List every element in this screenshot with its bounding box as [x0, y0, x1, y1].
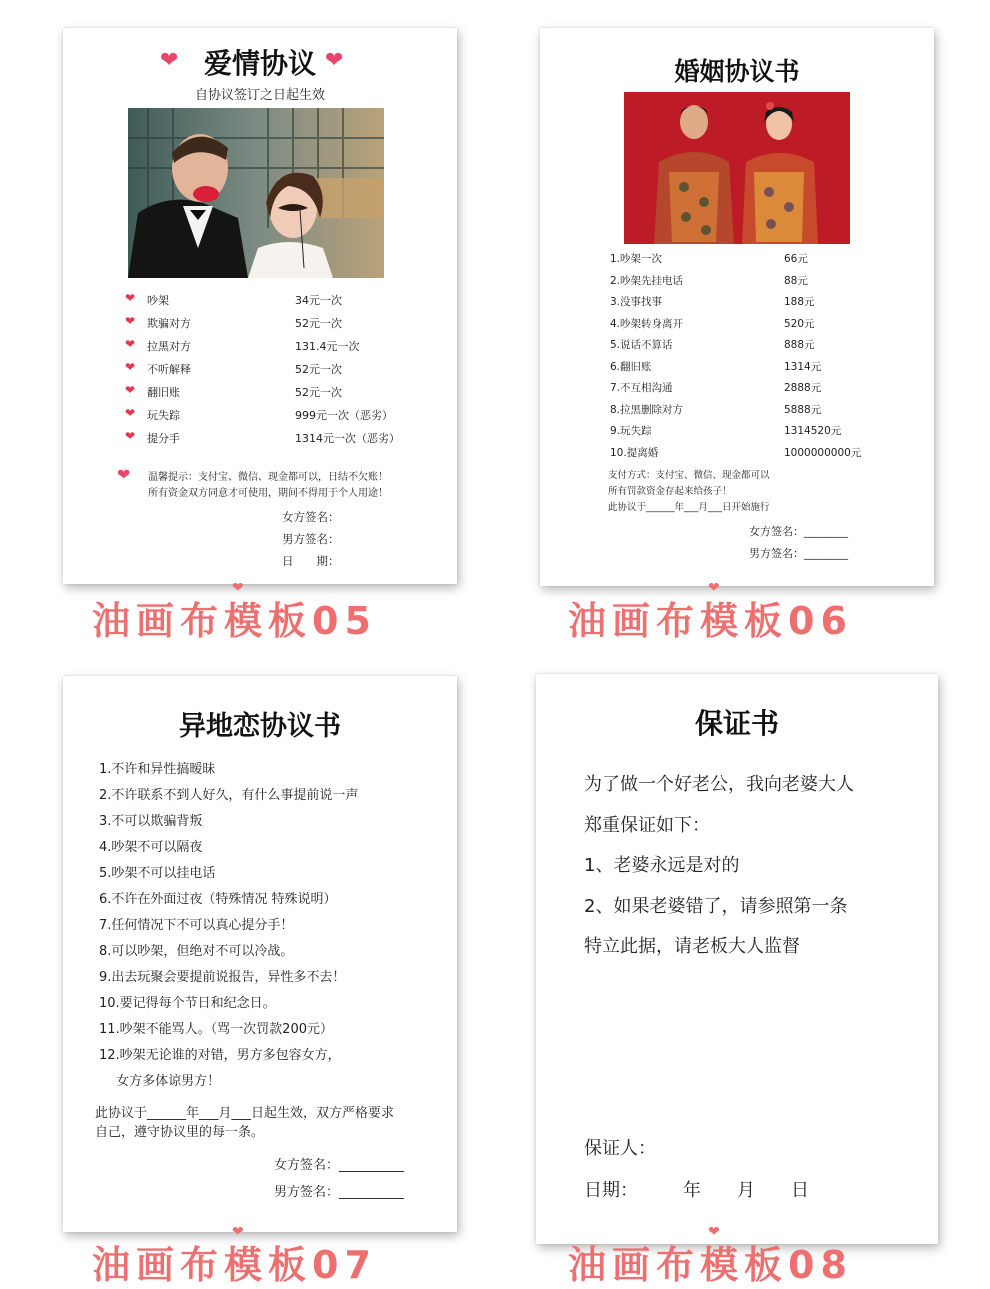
- sign-female: 女方签名：: [282, 510, 340, 524]
- penalty-label: 7.不互相沟通: [610, 382, 673, 394]
- heart-icon: ❤: [125, 383, 136, 397]
- template-caption: [568, 580, 853, 645]
- penalty-label: 6.翻旧账: [610, 360, 652, 373]
- card-subtitle: 自协议签订之日起生效: [194, 88, 325, 103]
- agreement-footer: 此协议于______年___月___日起生效，双方严格要求: [95, 1106, 395, 1121]
- template-card-07: [63, 676, 457, 1232]
- heart-icon: ❤: [325, 48, 344, 73]
- penalty-price: 5888元: [784, 403, 822, 416]
- rule-item: 10.要记得每个节日和纪念日。: [99, 996, 276, 1011]
- heart-icon: ❤: [125, 291, 136, 305]
- heart-icon: ❤: [125, 314, 136, 328]
- heart-icon: ❤: [125, 429, 136, 443]
- penalty-label: 3.没事找事: [610, 296, 663, 308]
- sign-male: 男方签名：________: [749, 547, 848, 560]
- rule-item: 11.吵架不能骂人。（骂一次罚款200元）: [99, 1022, 333, 1037]
- rule-item: 7.任何情况下不可以真心提分手！: [99, 918, 294, 933]
- penalty-price: 88元: [784, 274, 808, 287]
- penalty-label: 欺骗对方: [147, 317, 191, 330]
- guarantee-line: 为了做一个好老公，我向老婆大人: [584, 774, 854, 795]
- sign-male: 男方签名：__________: [274, 1185, 405, 1200]
- penalty-price: 34元一次: [295, 294, 342, 307]
- date-line: 日期： 年 月 日: [584, 1180, 809, 1201]
- penalty-label: 4.吵架转身离开: [610, 317, 684, 330]
- tip-text: 所有资金双方同意才可使用，期间不得用于个人用途！: [148, 488, 388, 499]
- heart-icon: ❤: [232, 1224, 250, 1240]
- rule-item: 1.不许和异性搞暧昧: [99, 762, 216, 777]
- penalty-price: 520元: [784, 317, 815, 330]
- penalty-price: 52元一次: [295, 317, 342, 330]
- agreement-footer: 自己，遵守协议里的每一条。: [95, 1125, 265, 1140]
- penalty-price: 52元一次: [295, 386, 342, 399]
- guarantee-line: 特立此据，请老板大人监督: [584, 936, 800, 957]
- penalty-price: 2888元: [784, 382, 822, 394]
- heart-icon: ❤: [708, 1224, 726, 1240]
- card-title: 保证书: [694, 707, 779, 740]
- rule-item: 9.出去玩聚会要提前说报告，异性多不去！: [99, 970, 346, 985]
- penalty-label: 不听解释: [147, 363, 191, 376]
- penalty-price: 1314元: [784, 360, 822, 373]
- penalty-label: 9.玩失踪: [610, 425, 652, 437]
- guarantee-line: 1、老婆永远是对的: [584, 855, 740, 876]
- penalty-label: 10.提离婚: [610, 446, 659, 459]
- penalty-label: 提分手: [147, 432, 180, 445]
- penalty-label: 拉黑对方: [147, 340, 191, 353]
- penalty-label: 吵架: [147, 294, 169, 307]
- sign-female: 女方签名：________: [749, 525, 848, 538]
- rule-item: 12.吵架无论谁的对错，男方多包容女方，: [99, 1048, 341, 1063]
- template-card-08: [536, 674, 938, 1244]
- penalty-label: 8.拉黑删除对方: [610, 403, 684, 416]
- caption-text: 油画布模板05: [92, 599, 377, 643]
- rule-item: 5.吵架不可以挂电话: [99, 866, 216, 881]
- penalty-label: 2.吵架先挂电话: [610, 274, 684, 287]
- penalty-price: 1000000000元: [784, 446, 862, 459]
- heart-icon: ❤: [125, 406, 136, 420]
- template-caption: [92, 1224, 377, 1289]
- tip-text: 温馨提示：支付宝、微信、现金都可以，日结不欠账！: [148, 472, 388, 483]
- rule-item: 2.不许联系不到人好久，有什么事提前说一声: [99, 788, 359, 803]
- card-title: 爱情协议: [203, 47, 316, 80]
- penalty-price: 888元: [784, 339, 815, 351]
- penalty-label: 玩失踪: [147, 409, 180, 422]
- rule-item: 3.不可以欺骗背叛: [99, 814, 203, 829]
- penalty-price: 52元一次: [295, 363, 342, 376]
- sign-female: 女方签名：__________: [274, 1158, 405, 1173]
- guarantor-label: 保证人：: [584, 1138, 656, 1159]
- penalty-price: 1314元一次（恶劣）: [295, 432, 400, 445]
- heart-icon: ❤: [708, 580, 726, 596]
- guarantee-line: 2、如果老婆错了，请参照第一条: [584, 895, 848, 917]
- rule-item: 6.不许在外面过夜（特殊情况 特殊说明）: [99, 892, 337, 907]
- couple-photo: [128, 108, 384, 278]
- card-title: 异地恋协议书: [179, 711, 341, 742]
- card-title: 婚姻协议书: [674, 57, 800, 86]
- rule-item: 8.可以吵架，但绝对不可以冷战。: [99, 944, 294, 959]
- heart-icon: ❤: [232, 580, 250, 596]
- penalty-label: 翻旧账: [147, 386, 180, 399]
- heart-icon: ❤: [117, 465, 131, 484]
- caption-text: 油画布模板08: [568, 1243, 853, 1287]
- penalty-price: 131.4元一次: [295, 340, 360, 353]
- couple-photo: [624, 92, 850, 244]
- template-caption: [92, 580, 377, 645]
- penalty-price: 66元: [784, 253, 808, 265]
- penalty-label: 1.吵架一次: [610, 253, 663, 265]
- sign-date: 日 期：: [282, 554, 340, 568]
- guarantee-line: 郑重保证如下：: [584, 814, 710, 836]
- payment-note: 支付方式：支付宝、微信、现金都可以: [608, 470, 770, 481]
- effective-date: 此协议于______年___月___日开始施行: [608, 502, 770, 513]
- penalty-label: 5.说话不算话: [610, 339, 673, 351]
- heart-icon: ❤: [125, 337, 136, 351]
- caption-text: 油画布模板06: [568, 599, 853, 643]
- payment-note: 所有罚款资金存起来给孩子！: [608, 486, 732, 497]
- sign-male: 男方签名：: [282, 532, 340, 546]
- template-caption: [568, 1224, 853, 1289]
- penalty-price: 188元: [784, 296, 815, 308]
- rule-item: 女方多体谅男方！: [99, 1074, 221, 1089]
- rule-item: 4.吵架不可以隔夜: [99, 840, 203, 855]
- penalty-price: 1314520元: [784, 425, 842, 437]
- template-card-06: [540, 28, 934, 586]
- heart-icon: ❤: [125, 360, 136, 374]
- template-card-05: [63, 28, 457, 584]
- penalty-price: 999元一次（恶劣）: [295, 409, 393, 422]
- heart-icon: ❤: [160, 48, 179, 73]
- caption-text: 油画布模板07: [92, 1243, 377, 1287]
